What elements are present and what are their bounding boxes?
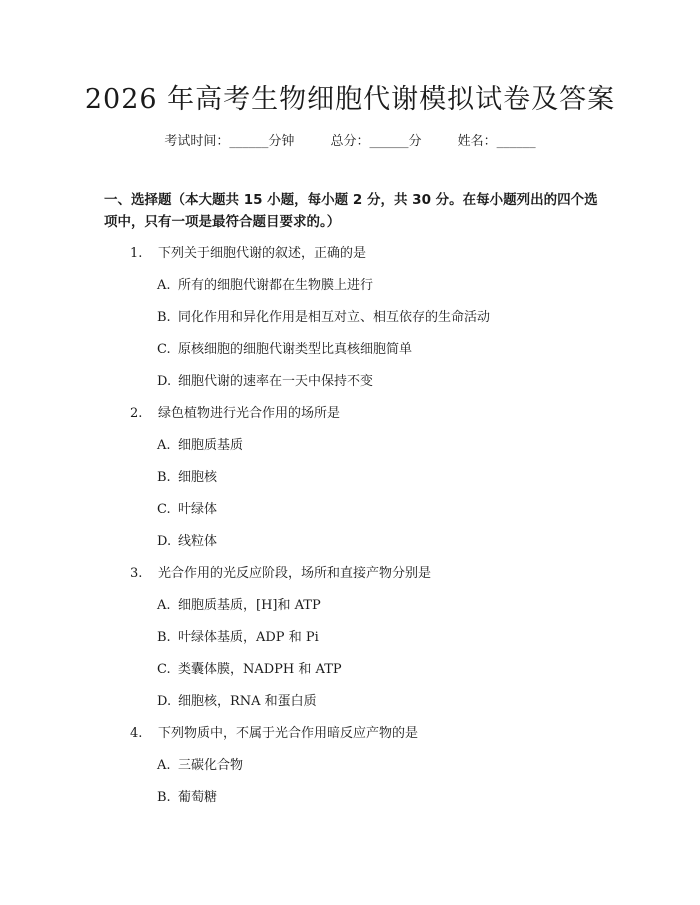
- option-letter: A.: [157, 598, 171, 613]
- option-text: 原核细胞的细胞代谢类型比真核细胞简单: [178, 342, 413, 357]
- option-letter: C.: [157, 342, 171, 357]
- option-text: 葡萄糖: [178, 790, 218, 805]
- option: [157, 660, 342, 680]
- question-1: [130, 244, 366, 264]
- option-text: 三碳化合物: [178, 758, 244, 773]
- option: [157, 532, 217, 552]
- option-letter: B.: [157, 790, 171, 805]
- exam-meta: [0, 132, 700, 152]
- option-text: 同化作用和异化作用是相互对立、相互依存的生命活动: [178, 310, 491, 325]
- option: [157, 372, 373, 392]
- option-text: 类囊体膜，NADPH 和 ATP: [178, 662, 342, 677]
- option-letter: A.: [157, 438, 171, 453]
- option-text: 细胞质基质: [178, 438, 244, 453]
- section-title: 一、选择题（本大题共 15 小题，每小题 2 分，共 30 分。在每小题列出的四个选项中，只有一项是最符合题目要求的。）: [104, 192, 598, 230]
- total-score-field: 总分：______分: [330, 134, 422, 149]
- option: [157, 628, 319, 648]
- option-letter: A.: [157, 278, 171, 293]
- option-letter: D.: [157, 374, 172, 389]
- option-text: 所有的细胞代谢都在生物膜上进行: [178, 278, 374, 293]
- option-letter: B.: [157, 310, 171, 325]
- option-text: 叶绿体基质，ADP 和 Pi: [178, 630, 319, 645]
- option-letter: B.: [157, 470, 171, 485]
- option: [157, 468, 217, 488]
- option-text: 细胞核，RNA 和蛋白质: [178, 694, 317, 709]
- question-number: 1.: [130, 246, 143, 261]
- question-number: 3.: [130, 566, 143, 581]
- option-letter: D.: [157, 534, 172, 549]
- option-text: 细胞代谢的速率在一天中保持不变: [178, 374, 374, 389]
- option: [157, 692, 317, 712]
- option-letter: C.: [157, 662, 171, 677]
- option-text: 线粒体: [178, 534, 218, 549]
- question-text: 光合作用的光反应阶段，场所和直接产物分别是: [158, 566, 432, 581]
- question-text: 绿色植物进行光合作用的场所是: [158, 406, 341, 421]
- question-text: 下列物质中，不属于光合作用暗反应产物的是: [158, 726, 419, 741]
- exam-title: 2026 年高考生物细胞代谢模拟试卷及答案: [84, 84, 616, 115]
- option: [157, 500, 217, 520]
- option: [157, 308, 490, 328]
- option: [157, 436, 243, 456]
- question-text: 下列关于细胞代谢的叙述，正确的是: [158, 246, 367, 261]
- option: [157, 340, 412, 360]
- option-text: 叶绿体: [178, 502, 218, 517]
- question-4: [130, 724, 418, 744]
- option-letter: B.: [157, 630, 171, 645]
- option-letter: A.: [157, 758, 171, 773]
- option: [157, 276, 373, 296]
- question-2: [130, 404, 340, 424]
- student-name-field: 姓名：______: [457, 134, 536, 149]
- option-letter: D.: [157, 694, 172, 709]
- option-text: 细胞质基质，[H]和 ATP: [178, 598, 321, 613]
- option: [157, 788, 217, 808]
- question-3: [130, 564, 431, 584]
- exam-time-field: 考试时间：______分钟: [164, 134, 295, 149]
- question-number: 4.: [130, 726, 143, 741]
- option-text: 细胞核: [178, 470, 218, 485]
- option-letter: C.: [157, 502, 171, 517]
- option: [157, 756, 243, 776]
- option: [157, 596, 321, 616]
- question-number: 2.: [130, 406, 143, 421]
